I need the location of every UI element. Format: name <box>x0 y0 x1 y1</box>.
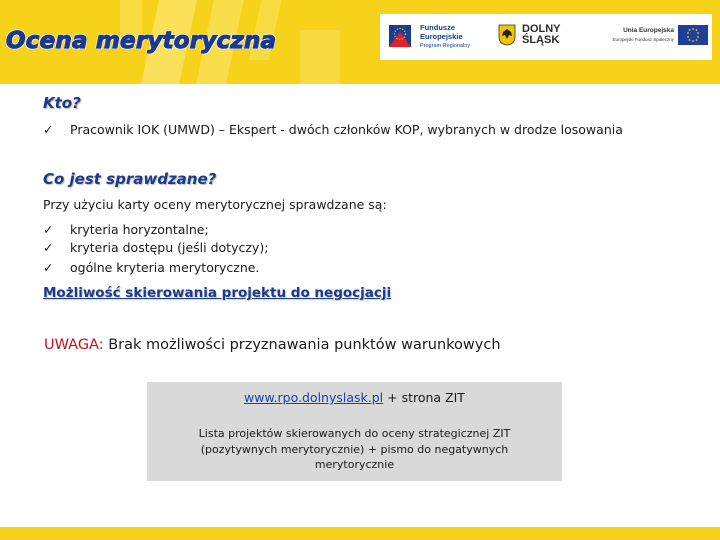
page-title: Ocena merytoryczna <box>6 28 277 54</box>
footer-band <box>0 527 720 540</box>
rpo-link[interactable]: www.rpo.dolnyslask.pl <box>244 390 384 405</box>
checkmark-icon: ✓ <box>43 122 54 137</box>
ds-logo-line2: ŚLĄSK <box>522 34 560 46</box>
fe-mark-icon <box>388 22 414 50</box>
checkmark-icon: ✓ <box>43 260 54 275</box>
info-box-note: Lista projektów skierowanych do oceny strategicznej ZIT (pozytywnych merytorycznie) + pismo do negatywnych merytorycznie <box>198 427 511 471</box>
checkmark-icon: ✓ <box>43 240 54 255</box>
dolny-slask-logo <box>498 24 588 52</box>
zit-suffix: + strona ZIT <box>383 390 465 405</box>
eagle-crest-icon <box>498 24 516 46</box>
warning-line <box>44 337 501 353</box>
fe-logo-line1: Fundusze <box>420 23 455 32</box>
info-box <box>147 382 562 481</box>
negotiation-note: Możliwość skierowania projektu do negocjacji <box>43 285 392 301</box>
warning-text: Brak możliwości przyznawania punktów warunkowych <box>103 337 501 353</box>
criteria-item: kryteria dostępu (jeśli dotyczy); <box>70 240 269 255</box>
info-box-url-line <box>147 390 562 405</box>
eu-logo-line2: Europejski Fundusz Społeczny <box>612 37 674 42</box>
eu-logo-line1: Unia Europejska <box>623 27 674 34</box>
header-band <box>0 0 720 84</box>
eu-flag-icon <box>678 25 708 45</box>
checkmark-icon: ✓ <box>43 222 54 237</box>
who-heading: Kto? <box>43 94 81 112</box>
fundusze-europejskie-logo <box>388 20 498 56</box>
decor-block <box>300 30 340 84</box>
criteria-item: kryteria horyzontalne; <box>70 222 209 237</box>
criteria-item: ogólne kryteria merytoryczne. <box>70 260 260 275</box>
fe-logo-line2: Europejskie <box>420 32 463 41</box>
checked-intro: Przy użyciu karty oceny merytorycznej sprawdzane są: <box>43 197 387 212</box>
logo-bar <box>380 14 712 60</box>
fe-logo-line3: Program Regionalny <box>420 43 471 49</box>
unia-europejska-logo <box>602 22 710 52</box>
warning-label: UWAGA: <box>44 337 104 353</box>
checked-heading: Co jest sprawdzane? <box>43 170 217 188</box>
ds-logo-line1: DOLNY <box>522 23 561 35</box>
who-item-text: Pracownik IOK (UMWD) – Ekspert - dwóch członków KOP, wybranych w drodze losowania <box>70 122 623 137</box>
